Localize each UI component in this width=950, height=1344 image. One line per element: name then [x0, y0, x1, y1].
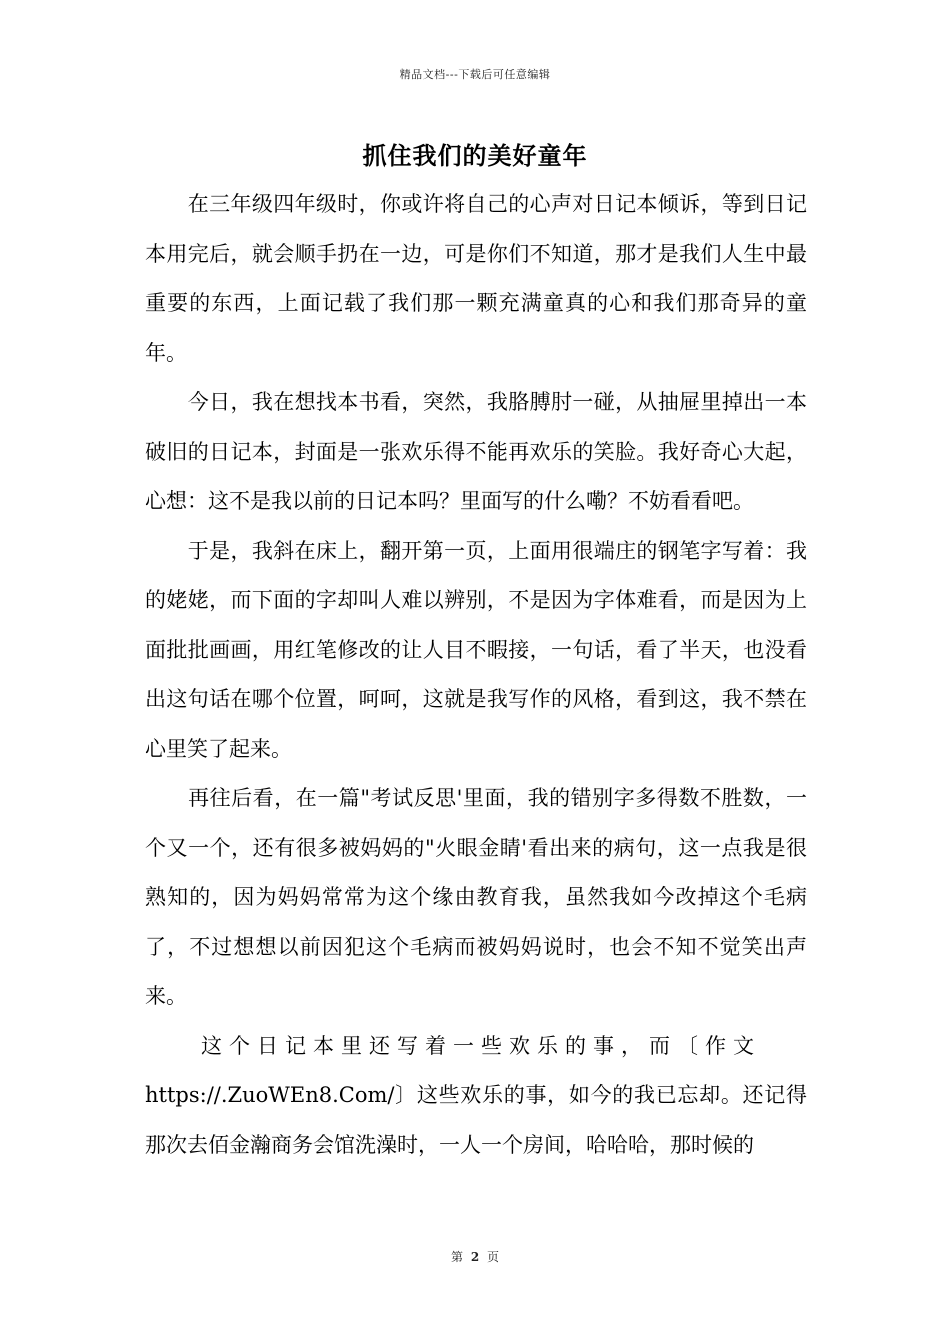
paragraph-1: 在三年级四年级时，你或许将自己的心声对日记本倾诉，等到日记本用完后，就会顺手扔在一边，可是你们不知道，那才是我们人生中最重要的东西，上面记载了我们那一颗充满童真的心和我们那奇异的童年。 — [145, 192, 807, 365]
document-header: 精品文档---下载后可任意编辑 — [399, 68, 551, 81]
paragraph-5-line-1: 这个日记本里还写着一些欢乐的事，而〔作文 — [145, 1033, 761, 1058]
paragraph-2: 今日，我在想找本书看，突然，我胳膊肘一碰，从抽屉里掉出一本破旧的日记本，封面是一张欢乐得不能再欢乐的笑脸。我好奇心大起，心想：这不是我以前的日记本吗？里面写的什么嘞？不妨看看吧。 — [145, 390, 807, 513]
paragraph-3: 于是，我斜在床上，翻开第一页，上面用很端庄的钢笔字写着：我的姥姥，而下面的字却叫人难以辨别，不是因为字体难看，而是因为上面批批画画，用红笔修改的让人目不暇接，一句话，看了半天，也没看出这句话在哪个位置，呵呵，这就是我写作的风格，看到这，我不禁在心里笑了起来。 — [145, 538, 807, 761]
article-title: 抓住我们的美好童年 — [362, 141, 588, 170]
page-number: 2 — [470, 1250, 480, 1264]
page-suffix: 页 — [487, 1250, 500, 1264]
page-prefix: 第 — [450, 1250, 463, 1264]
paragraph-5-rest: https://.ZuoWEn8.Com/〕这些欢乐的事，如今的我已忘却。还记得那次去佰金瀚商务会馆洗澡时，一人一个房间，哈哈哈，那时候的 — [145, 1083, 807, 1157]
page-footer — [0, 1248, 950, 1265]
paragraph-4: 再往后看，在一篇"考试反思'里面，我的错别字多得数不胜数，一个又一个，还有很多被妈妈的"火眼金睛'看出来的病句，这一点我是很熟知的，因为妈妈常常为这个缘由教育我，虽然我如今改掉这个毛病了，不过想想以前因犯这个毛病而被妈妈说时，也会不知不觉笑出声来。 — [145, 786, 807, 1008]
article-body — [145, 180, 807, 1170]
